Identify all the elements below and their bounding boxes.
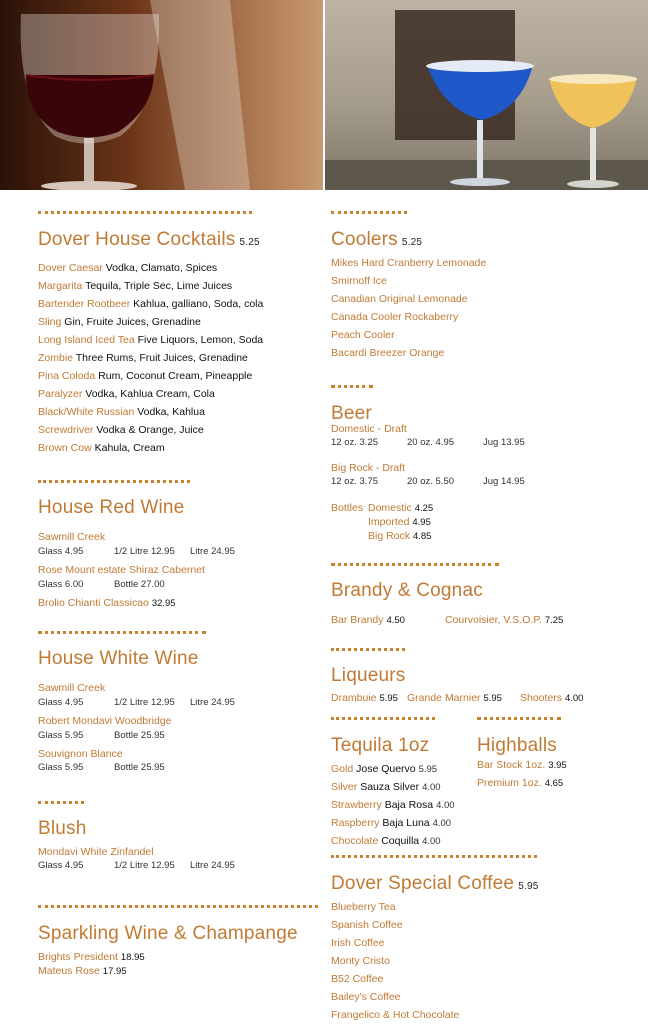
divider-cocktails [38,211,252,214]
cocktail-item: Brown Cow Kahula, Cream [38,442,165,454]
coffee-item: Monty Cristo [331,955,390,967]
wine-price: Bottle 27.00 [114,579,165,590]
coolers-heading: Coolers 5.25 [331,229,423,250]
cooler-item: Canada Cooler Rockaberry [331,311,459,323]
tequila-item: Gold Jose Quervo 5.95 [331,763,438,775]
red-wine-photo [0,0,323,190]
cocktail-item: Screwdriver Vodka & Orange, Juice [38,424,204,436]
wine-name: Robert Mondavi Woodbridge [38,715,172,727]
sparkling-item: Brights President 18.95 [38,951,145,963]
wine-name: Mondavi White Zinfandel [38,846,154,858]
cocktail-item: Zombie Three Rums, Fruit Juices, Grenadine [38,352,248,364]
beer-price: Jug 13.95 [483,437,525,448]
liqueur-item: Grande Marnier 5.95 [407,692,502,704]
wine-price: Bottle 25.95 [114,730,165,741]
divider-white-wine [38,631,206,634]
white-wine-heading: House White Wine [38,648,199,669]
wine-price: Litre 24.95 [190,697,235,708]
coffee-item: Blueberry Tea [331,901,396,913]
divider-blush [38,801,84,804]
coffee-item: B52 Coffee [331,973,384,985]
wine-name: Souvignon Blance [38,748,123,760]
divider-highballs [477,717,561,720]
brandy-item: Bar Brandy 4.50 [331,614,405,626]
cocktail-item: Bartender Rootbeer Kahlua, galliano, Soda, cola [38,298,264,310]
wine-price: Glass 6.00 [38,579,84,590]
divider-tequila [331,717,435,720]
liqueur-item: Drambuie 5.95 [331,692,398,704]
wine-price: Litre 24.95 [190,860,235,871]
divider-liqueurs [331,648,405,651]
bottle-item: Imported 4.95 [368,516,431,528]
cooler-item: Canadian Original Lemonade [331,293,468,305]
cocktail-item: Margarita Tequila, Triple Sec, Lime Juices [38,280,233,292]
cocktail-glasses-illustration [325,0,648,190]
wine-price: Glass 4.95 [38,697,84,708]
divider-sparkling [38,905,318,908]
sparkling-heading: Sparkling Wine & Champange [38,923,298,944]
cooler-item: Peach Cooler [331,329,395,341]
wine-name: Rose Mount estate Shiraz Cabernet [38,564,205,576]
cocktails-heading: Dover House Cocktails 5.25 [38,229,260,250]
cocktail-item: Pina Coloda Rum, Coconut Cream, Pineapple [38,370,253,382]
cocktail-photo [325,0,648,190]
beer-price: 12 oz. 3.75 [331,476,379,487]
beer-name: Big Rock - Draft [331,462,406,474]
tequila-item: Raspberry Baja Luna 4.00 [331,817,452,829]
wine-price: 1/2 Litre 12.95 [114,697,175,708]
divider-beer [331,385,373,388]
highballs-heading: Highballs [477,735,557,756]
coffee-item: Spanish Coffee [331,919,403,931]
bottle-item: Domestic 4.25 [368,502,434,514]
cocktail-item: Long Island Iced Tea Five Liquors, Lemon, Soda [38,334,264,346]
highball-item: Bar Stock 1oz. 3.95 [477,759,567,771]
wine-price: Bottle 25.95 [114,762,165,773]
cocktail-item: Sling Gin, Fruite Juices, Grenadine [38,316,201,328]
wine-price: Glass 5.95 [38,762,84,773]
cocktail-item: Paralyzer Vodka, Kahlua Cream, Cola [38,388,215,400]
cooler-item: Mikes Hard Cranberry Lemonade [331,257,487,269]
blush-heading: Blush [38,818,87,839]
divider-coffee [331,855,537,858]
wine-price: Litre 24.95 [190,546,235,557]
cocktail-item: Black/White Russian Vodka, Kahlua [38,406,205,418]
tequila-heading: Tequila 1oz [331,735,430,756]
bottles-label: Bottles [331,502,364,514]
wine-price: 1/2 Litre 12.95 [114,860,175,871]
wine-name: Sawmill Creek [38,531,106,543]
wine-price: Glass 4.95 [38,860,84,871]
beer-name: Domestic - Draft [331,423,407,435]
beer-price: Jug 14.95 [483,476,525,487]
wine-item: Brolio Chianti Classicao 32.95 [38,597,176,609]
red-wine-heading: House Red Wine [38,497,185,518]
tequila-item: Strawberry Baja Rosa 4.00 [331,799,455,811]
tequila-item: Chocolate Coquilla 4.00 [331,835,441,847]
sparkling-item: Mateus Rose 17.95 [38,965,127,977]
wine-glass-illustration [0,0,323,190]
beer-price: 20 oz. 5.50 [407,476,455,487]
wine-name: Sawmill Creek [38,682,106,694]
coffee-item: Irish Coffee [331,937,385,949]
brandy-heading: Brandy & Cognac [331,580,483,601]
cocktail-item: Dover Caesar Vodka, Clamato, Spices [38,262,218,274]
divider-brandy [331,563,499,566]
wine-price: Glass 5.95 [38,730,84,741]
cooler-item: Bacardi Breezer Orange [331,347,445,359]
highball-item: Premium 1oz. 4.65 [477,777,564,789]
bottle-item: Big Rock 4.85 [368,530,432,542]
beer-price: 12 oz. 3.25 [331,437,379,448]
beer-price: 20 oz. 4.95 [407,437,455,448]
brandy-item: Courvoisier, V.S.O.P. 7.25 [445,614,564,626]
wine-price: 1/2 Litre 12.95 [114,546,175,557]
tequila-item: Silver Sauza Silver 4.00 [331,781,441,793]
beer-heading: Beer [331,403,372,424]
coffee-heading: Dover Special Coffee 5.95 [331,873,539,894]
cooler-item: Smirnoff Ice [331,275,387,287]
divider-red-wine [38,480,190,483]
coffee-item: Frangelico & Hot Chocolate [331,1009,460,1021]
coffee-item: Bailey's Coffee [331,991,401,1003]
wine-price: Glass 4.95 [38,546,84,557]
divider-coolers [331,211,407,214]
liqueur-item: Shooters 4.00 [520,692,584,704]
liqueurs-heading: Liqueurs [331,665,406,686]
